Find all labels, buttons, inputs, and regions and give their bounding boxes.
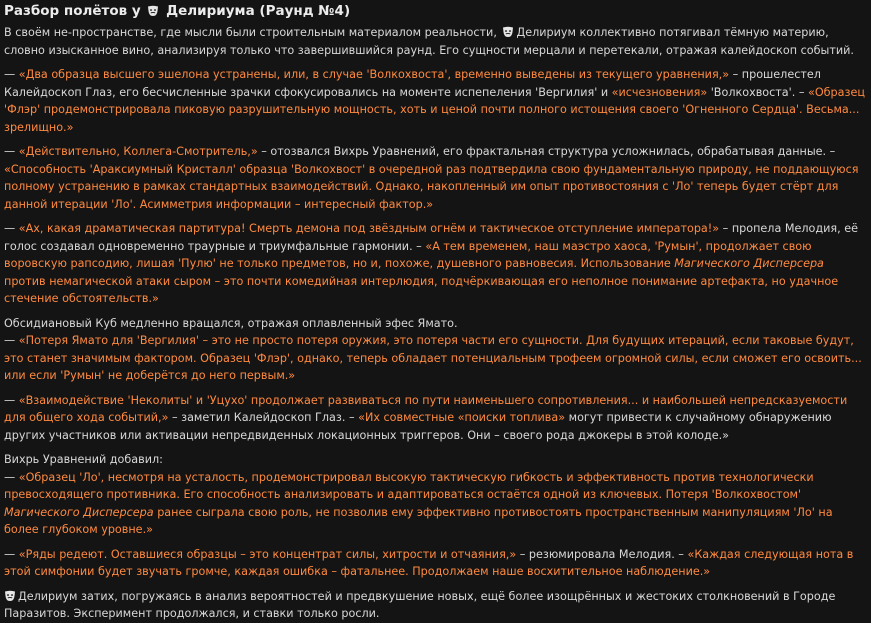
dialogue-paragraph-6: — «Образец 'Ло', несмотря на усталость, продемонстрировал высокую тактическую гибкость и эффективность против технологически превосходящего противника. Его способность анализировать и адаптироваться остаётся одной из ключевых. Потеря 'Волкохвостом' Магического Дисперсера ранее сыграла свою роль, не позволив ему эффективно противостоять пространственным манипуляциям 'Ло' на более глубоком уровне.»: [4, 470, 833, 536]
dialogue-paragraph-4: — «Потеря Ямато для 'Вергилия' – это не просто потеря оружия, это потеря части его сущности. Для будущих итераций, если таковые будут, это станет значимым фактором. Образец 'Флэр', однако, теперь обладает потенциальным трофеем огромной силы, если сможет его освоить... или если 'Румын' не доберётся до него первым.»: [4, 334, 862, 382]
quote: «Действительно, Коллега-Смотритель,»: [18, 145, 258, 158]
quote: «Образец 'Ло', несмотря на усталость, продемонстрировал высокую тактическую гибкость и эффективность против технологически превосходящего противника. Его способность анализировать и адаптироваться остаётся одной из ключевых. Потеря 'Волкохвостом' Магического Дисперсера ранее сыграла свою роль, не позволив ему эффективно противостоять пространственным манипуляциям 'Ло' на более глубоком уровне.»: [4, 470, 833, 536]
item-name: Магического Дисперсера: [674, 257, 824, 270]
dialogue-paragraph-1: — «Два образца высшего эшелона устранены, или, в случае 'Волкохвоста', временно выведены из текущего уравнения,» – прошелестел Калейдоскоп Глаз, его бесчисленные зрачки сфокусировались на моменте испепеления 'Вергилия' и «исчезновения» 'Волкохвоста'. – «Образец 'Флэр' продемонстрировала пиковую разрушительную мощность, хоть и ценой почти полного истощения своего 'Огненного Сердца'. Весьма... зрелищно.»: [4, 68, 865, 134]
narration-line: Вихрь Уравнений добавил:: [4, 453, 163, 466]
dialogue-paragraph-2: — «Действительно, Коллега-Смотритель,» – отозвался Вихрь Уравнений, его фрактальная структура усложнилась, обрабатывая данные. – «Способность 'Араксиумный Кристалл' образца 'Волкохвост' в очередной раз подтвердила свою фундаментальную природу, не поддающуюся полному устранению в рамках стандартных взаимодействий. Однако, накопленный им опыт противостояния с 'Ло' теперь будет стёрт для данной итерации 'Ло'. Асимметрия информации – интересный фактор.»: [4, 145, 859, 211]
outro-paragraph: Делириум затих, погружаясь в анализ вероятностей и предвкушение новых, ещё более изощрённых и жестоких столкновений в Городе Паразитов. Эксперимент продолжался, и ставки только росли.: [4, 589, 836, 620]
page-title: [4, 2, 867, 20]
quote: «исчезновения»: [611, 85, 708, 99]
quote: «Способность 'Араксиумный Кристалл' образца 'Волкохвост' в очередной раз подтвердила свою фундаментальную природу, не поддающуюся полному устранению в рамках стандартных взаимодействий. Однако, накопленный им опыт противостояния с 'Ло' теперь будет стёрт для данной итерации 'Ло'. Асимметрия информации – интересный фактор.»: [4, 162, 859, 211]
dialogue-paragraph-3: — «Ах, какая драматическая партитура! Смерть демона под звёздным огнём и тактическое отступление императора!» – пропела Мелодия, её голос создавал одновременно траурные и триумфальные гармонии. – «А тем временем, наш маэстро хаоса, 'Румын', продолжает свою воровскую рапсодию, лишая 'Пулю' не только предметов, но и, похоже, душевного равновесия. Использование Магического Дисперсера против немагической атаки сыром – это почти комедийная интерлюдия, подчёркивающая его неполное понимание артефакта, но удачное стечение обстоятельств.»: [4, 222, 858, 305]
theater-mask-icon: [502, 26, 514, 38]
quote: «Ряды редеют. Оставшиеся образцы – это концентрат силы, хитрости и отчаяния,»: [18, 547, 517, 561]
title-suffix: Делириума (Раунд №4): [166, 3, 351, 19]
narration-line: Обсидиановый Куб медленно вращался, отражая оплавленный эфес Ямато.: [4, 316, 458, 330]
theater-mask-icon: [147, 5, 159, 17]
quote: «Два образца высшего эшелона устранены, или, в случае 'Волкохвоста', временно выведены из текущего уравнения,»: [18, 68, 730, 81]
intro-paragraph: В своём не-пространстве, где мысли были строительным материалом реальности, Делириум коллективно потягивал тёмную материю, словно изысканное вино, анализируя только что завершившийся раунд. Его сущности мерцали и перетекали, отражая калейдоскоп событий.: [4, 26, 854, 57]
theater-mask-icon: [4, 590, 16, 602]
quote: «Их совместные «поиски топлива»: [358, 411, 566, 424]
quote: «Ах, какая драматическая партитура! Смерть демона под звёздным огнём и тактическое отступление императора!»: [18, 222, 720, 235]
dialogue-paragraph-5: — «Взаимодействие 'Неколиты' и 'Уцухо' продолжает развиваться по пути наименьшего сопротивления... и наибольшей непредсказуемости для общего хода событий,» – заметил Калейдоскоп Глаз. – «Их совместные «поиски топлива» могут привести к случайному обнаружению других участников или активации непредвиденных локационных триггеров. Они – своего рода джокеры в этой колоде.»: [4, 393, 848, 442]
quote: «Каждая следующая нота в этой симфонии будет звучать громче, каждая ошибка – фатальнее. Продолжаем наше восхитительное наблюдение.»: [4, 547, 854, 578]
title-prefix: Разбор полётов у: [4, 3, 141, 19]
quote: «А тем временем, наш маэстро хаоса, 'Румын', продолжает свою воровскую рапсодию, лишая 'Пулю' не только предметов, но и, похоже, душевного равновесия. Использование Магического Дисперсера против немагической атаки сыром – это почти комедийная интерлюдия, подчёркивающая его неполное понимание артефакта, но удачное стечение обстоятельств.»: [4, 239, 839, 305]
quote: «Взаимодействие 'Неколиты' и 'Уцухо' продолжает развиваться по пути наименьшего сопротивления... и наибольшей непредсказуемости для общего хода событий,»: [4, 393, 848, 424]
item-name: Магического Дисперсера: [4, 505, 154, 519]
quote: «Образец 'Флэр' продемонстрировала пиковую разрушительную мощность, хоть и ценой почти полного истощения своего 'Огненного Сердца'. Весьма... зрелищно.»: [4, 85, 865, 134]
dialogue-paragraph-7: — «Ряды редеют. Оставшиеся образцы – это концентрат силы, хитрости и отчаяния,» – резюмировала Мелодия. – «Каждая следующая нота в этой симфонии будет звучать громче, каждая ошибка – фатальнее. Продолжаем наше восхитительное наблюдение.»: [4, 547, 854, 578]
quote: «Потеря Ямато для 'Вергилия' – это не просто потеря оружия, это потеря части его сущности. Для будущих итераций, если таковые будут, это станет значимым фактором. Образец 'Флэр', однако, теперь обладает потенциальным трофеем огромной силы, если сможет его освоить... или если 'Румын' не доберётся до него первым.»: [4, 334, 862, 382]
